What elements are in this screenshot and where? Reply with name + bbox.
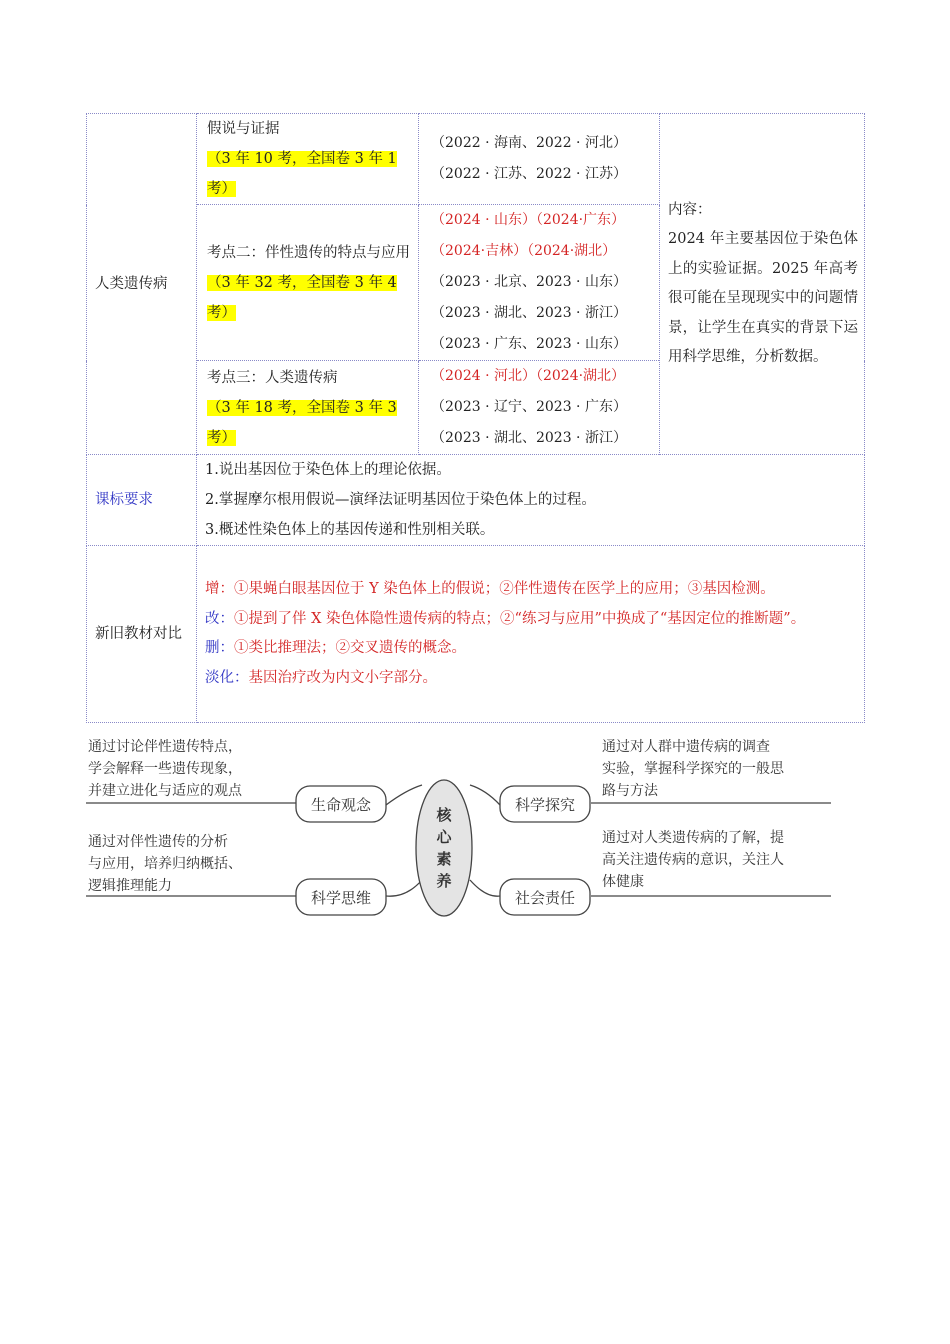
add-tag: 增： — [205, 581, 234, 597]
fade-tag: 淡化： — [205, 669, 249, 686]
fade-text: 基因治疗改为内文小字部分。 — [248, 669, 437, 686]
core-literacy-mindmap — [86, 730, 831, 920]
kp1-year-line: （2022 · 海南、2022 · 河北） — [431, 135, 627, 151]
standards-label: 课标要求 — [87, 455, 197, 546]
overview-table — [86, 113, 865, 723]
human-disease-label: 人类遗传病 — [87, 114, 197, 455]
compare-add — [205, 575, 858, 605]
kp1-title: 假说与证据 — [207, 121, 280, 137]
kp2-title: 考点二：伴性遗传的特点与应用 — [207, 244, 410, 261]
core-label: 核 心 素 养 — [436, 806, 452, 890]
kp2-year-red: （2024·吉林）（2024·湖北） — [431, 243, 617, 259]
compare-label: 新旧教材对比 — [87, 546, 197, 723]
kp3-years — [419, 361, 660, 455]
kp3-stat: （3 年 18 考，全国卷 3 年 3 考） — [207, 399, 397, 446]
content-label: 内容： — [668, 201, 712, 218]
add-text: ①果蝇白眼基因位于 Y 染色体上的假说；②伴性遗传在医学上的应用；③基因检测。 — [234, 581, 775, 597]
standards-item: 1.说出基因位于染色体上的理论依据。 — [205, 462, 451, 478]
content-text: 2024 年主要基因位于染色体上的实验证据。2025 年高考很可能在呈现现实中的问题情景，让学生在真实的背景下运用科学思维，分析数据。 — [668, 231, 858, 365]
kp1-year-line: （2022 · 江苏、2022 · 江苏） — [431, 166, 627, 182]
kp2-stat: （3 年 32 考，全国卷 3 年 4 考） — [207, 274, 397, 321]
compare-delete — [205, 634, 858, 664]
social-responsibility-text: 通过对人类遗传病的了解，提 高关注遗传病的意识，关注人 体健康 — [602, 830, 784, 890]
change-text: ①提到了伴 X 染色体隐性遗传病的特点；②“练习与应用”中换成了“基因定位的推断题”。 — [234, 610, 806, 627]
compare-cell — [197, 546, 865, 723]
kp2-cell — [197, 205, 419, 361]
scientific-thinking-node: 科学思维 — [310, 889, 371, 907]
kp3-title: 考点三：人类遗传病 — [207, 369, 338, 386]
delete-text: ①类比推理法；②交叉遗传的概念。 — [234, 640, 466, 656]
kp3-year-red: （2024 · 河北）（2024·湖北） — [431, 368, 626, 384]
kp2-year-red: （2024 · 山东）（2024·广东） — [431, 212, 626, 228]
scientific-thinking-text: 通过对伴性遗传的分析 与应用，培养归纳概括、 逻辑推理能力 — [88, 834, 242, 894]
content-cell — [660, 114, 865, 455]
life-concept-node: 生命观念 — [310, 796, 371, 814]
kp2-year-line: （2023 · 湖北、2023 · 浙江） — [431, 305, 627, 321]
delete-tag: 删： — [205, 640, 234, 656]
kp1-stat: （3 年 10 考，全国卷 3 年 1 考） — [207, 151, 397, 197]
social-responsibility-node: 社会责任 — [514, 889, 575, 907]
kp3-cell — [197, 361, 419, 455]
kp3-year-line: （2023 · 湖北、2023 · 浙江） — [431, 430, 627, 446]
scientific-inquiry-node: 科学探究 — [514, 796, 575, 814]
standards-item: 2.掌握摩尔根用假说—演绎法证明基因位于染色体上的过程。 — [205, 492, 596, 508]
kp2-year-line: （2023 · 广东、2023 · 山东） — [431, 336, 627, 352]
life-concept-text: 通过讨论伴性遗传特点， 学会解释一些遗传现象， 并建立进化与适应的观点 — [88, 739, 242, 799]
kp1-cell — [197, 114, 419, 205]
standards-cell — [197, 455, 865, 546]
change-tag: 改： — [205, 610, 234, 627]
kp2-years — [419, 205, 660, 361]
kp3-year-line: （2023 · 辽宁、2023 · 广东） — [431, 399, 627, 415]
compare-fade — [205, 664, 858, 694]
kp2-year-line: （2023 · 北京、2023 · 山东） — [431, 274, 627, 290]
standards-item: 3.概述性染色体上的基因传递和性别相关联。 — [205, 522, 495, 538]
kp1-years — [419, 114, 660, 205]
scientific-inquiry-text: 通过对人群中遗传病的调查 实验，掌握科学探究的一般思 路与方法 — [602, 739, 784, 799]
compare-change — [205, 605, 858, 635]
